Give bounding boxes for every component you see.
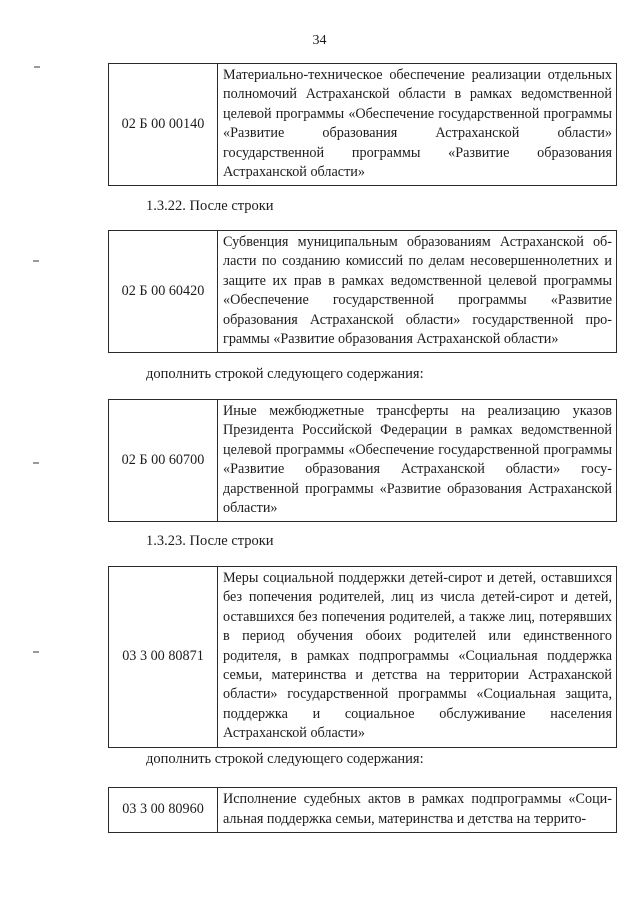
table-row (109, 788, 617, 833)
margin-mark (33, 462, 39, 464)
code-row-table (108, 399, 617, 522)
code-row-table (108, 787, 617, 833)
code-row-table (108, 230, 617, 353)
table-row (109, 64, 617, 186)
budget-code-description: Субвенция муниципальным образованиям Астраханской области по созданию комиссий по делам несовершеннолетних и защите их прав в рамках ведомственной целевой программы «Обеспечение государственной программы «Развитие образования Астраханской области» государственной программы «Развитие образования Астраханской области» (218, 231, 617, 353)
budget-code-description: Материально-техническое обеспечение реализации отдельных полномочий Астраханской области в рамках ведомственной целевой программы «Обеспечение государственной программы «Развитие образования Астраханской области» государственной программы «Развитие образования Астраханской области» (218, 64, 617, 186)
margin-mark (33, 260, 39, 262)
amendment-paragraph: дополнить строкой следующего содержания: (146, 366, 424, 382)
budget-code-description: Меры социальной поддержки детей-сирот и детей, оставшихся без попечения родителей, лиц из числа детей-сирот и детей, оставшихся без попечения родителей, а также лиц, потерявших в период обучения обоих родителей или единственного родителя, в рамках подпрограммы «Социальная поддержка семьи, материнства и детства на территории Астраханской области» государственной программы «Социальная защита, поддержка и социальное обслуживание населения Астраханской области» (218, 567, 617, 748)
budget-code-description: Иные межбюджетные трансферты на реализацию указов Президента Российской Федерации в рамках ведомственной целевой программы «Обеспечение государственной программы «Развитие образования Астраханской области» государственной программы «Развитие образования Астраханской области» (218, 400, 617, 522)
budget-code-description: Исполнение судебных актов в рамках подпрограммы «Социальная поддержка семьи, материнства и детства на террито- (218, 788, 617, 833)
page-number: 34 (312, 33, 327, 48)
amendment-paragraph: дополнить строкой следующего содержания: (146, 751, 424, 767)
budget-code: 02 Б 00 60700 (109, 400, 218, 522)
amendment-paragraph: 1.3.23. После строки (146, 533, 274, 549)
budget-code: 02 Б 00 60420 (109, 231, 218, 353)
table-row (109, 567, 617, 748)
table-row (109, 400, 617, 522)
margin-mark (33, 651, 39, 653)
budget-code: 03 3 00 80960 (109, 788, 218, 833)
table-row (109, 231, 617, 353)
code-row-table (108, 63, 617, 186)
amendment-paragraph: 1.3.22. После строки (146, 198, 274, 214)
code-row-table (108, 566, 617, 748)
budget-code: 03 3 00 80871 (109, 567, 218, 748)
budget-code: 02 Б 00 00140 (109, 64, 218, 186)
margin-mark (34, 66, 40, 68)
